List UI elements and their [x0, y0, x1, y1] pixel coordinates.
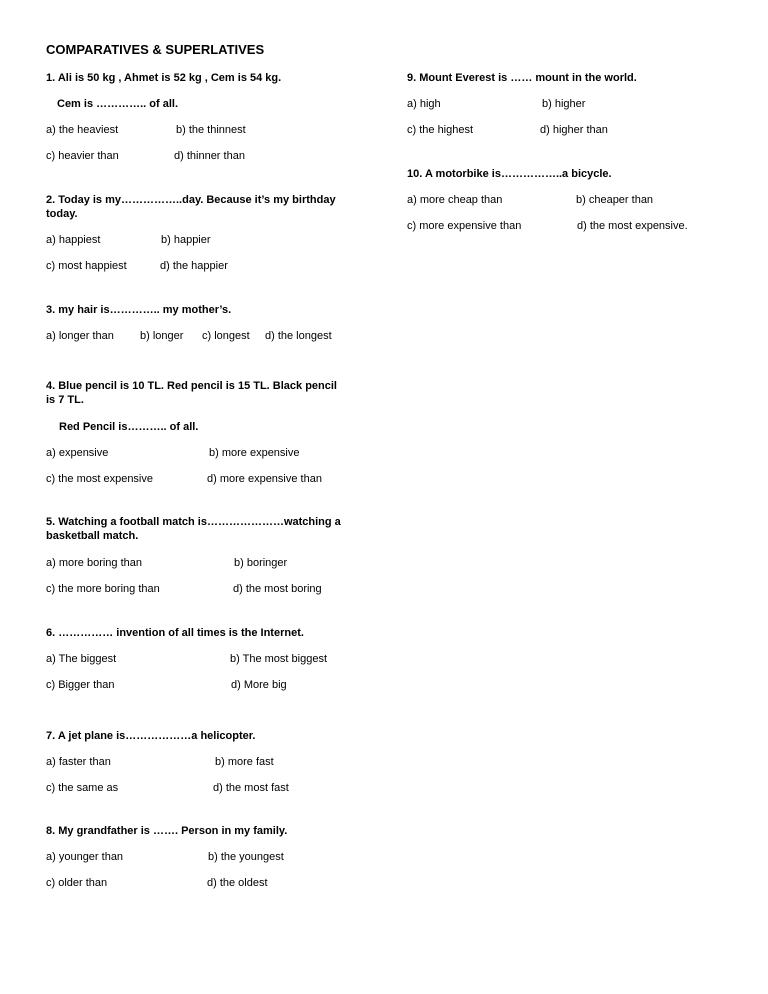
- q6-option-b[interactable]: b) The most biggest: [230, 653, 328, 665]
- question-6: 6. …………… invention of all times is the Internet.: [46, 627, 304, 639]
- q9-option-a[interactable]: a) high: [407, 98, 441, 110]
- question-2-line1: [46, 194, 336, 206]
- q7-option-c[interactable]: c) the same as: [46, 782, 119, 794]
- q7-option-a[interactable]: a) faster than: [46, 756, 111, 768]
- question-4-line2: is 7 TL.: [46, 394, 84, 406]
- q9-option-b[interactable]: b) higher: [542, 98, 586, 110]
- q4-option-b[interactable]: b) more expensive: [209, 447, 300, 459]
- question-text: . Mount Everest is …… mount in the world.: [413, 72, 637, 84]
- q1-option-c[interactable]: c) heavier than: [46, 150, 119, 162]
- question-number: 4: [46, 380, 53, 392]
- q3-option-c[interactable]: c) longest: [202, 330, 250, 342]
- question-number: 3: [46, 304, 53, 316]
- q7-option-b[interactable]: b) more fast: [215, 756, 274, 768]
- q2-option-c[interactable]: c) most happiest: [46, 260, 127, 272]
- question-1-subline: Cem is ………….. of all.: [57, 98, 179, 110]
- question-number: 5: [46, 516, 53, 528]
- q4-option-d[interactable]: d) more expensive than: [207, 473, 322, 485]
- question-8: [46, 825, 287, 837]
- q1-option-d[interactable]: d) thinner than: [174, 150, 245, 162]
- question-text: . Ali is 50 kg , Ahmet is 52 kg , Cem is 54 kg.: [52, 72, 282, 84]
- q1-option-b[interactable]: b) the thinnest: [176, 124, 246, 136]
- q10-option-d[interactable]: d) the most expensive.: [577, 220, 688, 232]
- question-text: . A motorbike is……………..a bicycle.: [419, 168, 612, 180]
- question-3: [46, 304, 231, 316]
- q5-option-c[interactable]: c) the more boring than: [46, 583, 160, 595]
- question-9: [407, 72, 637, 84]
- question-number: 1: [46, 72, 53, 84]
- question-4-subline: Red Pencil is……….. of all.: [59, 421, 199, 433]
- q1-option-a[interactable]: a) the heaviest: [46, 124, 119, 136]
- q3-option-b[interactable]: b) longer: [140, 330, 184, 342]
- q3-option-a[interactable]: a) longer than: [46, 330, 114, 342]
- q5-option-b[interactable]: b) boringer: [234, 557, 288, 569]
- q8-option-d[interactable]: d) the oldest: [207, 877, 268, 889]
- question-text: . Blue pencil is 10 TL. Red pencil is 15 TL. Black pencil: [52, 380, 337, 392]
- question-number: 8: [46, 825, 53, 837]
- q9-option-d[interactable]: d) higher than: [540, 124, 608, 136]
- q6-option-c[interactable]: c) Bigger than: [46, 679, 115, 691]
- q6-option-a[interactable]: a) The biggest: [46, 653, 117, 665]
- question-number: 9: [407, 72, 414, 84]
- question-1: [46, 72, 281, 84]
- q9-option-c[interactable]: c) the highest: [407, 124, 474, 136]
- question-10: [407, 168, 612, 180]
- question-5-line1: [46, 516, 341, 528]
- q2-option-d[interactable]: d) the happier: [160, 260, 228, 272]
- q8-option-a[interactable]: a) younger than: [46, 851, 124, 863]
- question-text: . my hair is………….. my mother’s.: [52, 304, 232, 316]
- question-5-line2: basketball match.: [46, 530, 139, 542]
- q10-option-c[interactable]: c) more expensive than: [407, 220, 522, 232]
- question-4-line1: [46, 380, 337, 392]
- question-number: 2: [46, 194, 53, 206]
- question-text: . My grandfather is ……. Person in my family.: [52, 825, 288, 837]
- q7-option-d[interactable]: d) the most fast: [213, 782, 289, 794]
- q2-option-a[interactable]: a) happiest: [46, 234, 101, 246]
- q3-option-d[interactable]: d) the longest: [265, 330, 332, 342]
- q6-option-d[interactable]: d) More big: [231, 679, 287, 691]
- question-number: 10: [407, 168, 420, 180]
- q8-option-b[interactable]: b) the youngest: [208, 851, 284, 863]
- q2-option-b[interactable]: b) happier: [161, 234, 211, 246]
- question-7: 7. A jet plane is………………a helicopter.: [46, 730, 256, 742]
- q4-option-a[interactable]: a) expensive: [46, 447, 109, 459]
- q8-option-c[interactable]: c) older than: [46, 877, 108, 889]
- q5-option-a[interactable]: a) more boring than: [46, 557, 142, 569]
- question-2-line2: today.: [46, 208, 78, 220]
- question-text: . Today is my……………..day. Because it’s my birthday: [52, 194, 336, 206]
- question-text: . Watching a football match is…………………watching a: [52, 516, 341, 528]
- page-title: COMPARATIVES & SUPERLATIVES: [46, 42, 265, 57]
- q10-option-a[interactable]: a) more cheap than: [407, 194, 503, 206]
- q5-option-d[interactable]: d) the most boring: [233, 583, 322, 595]
- q10-option-b[interactable]: b) cheaper than: [576, 194, 654, 206]
- q4-option-c[interactable]: c) the most expensive: [46, 473, 153, 485]
